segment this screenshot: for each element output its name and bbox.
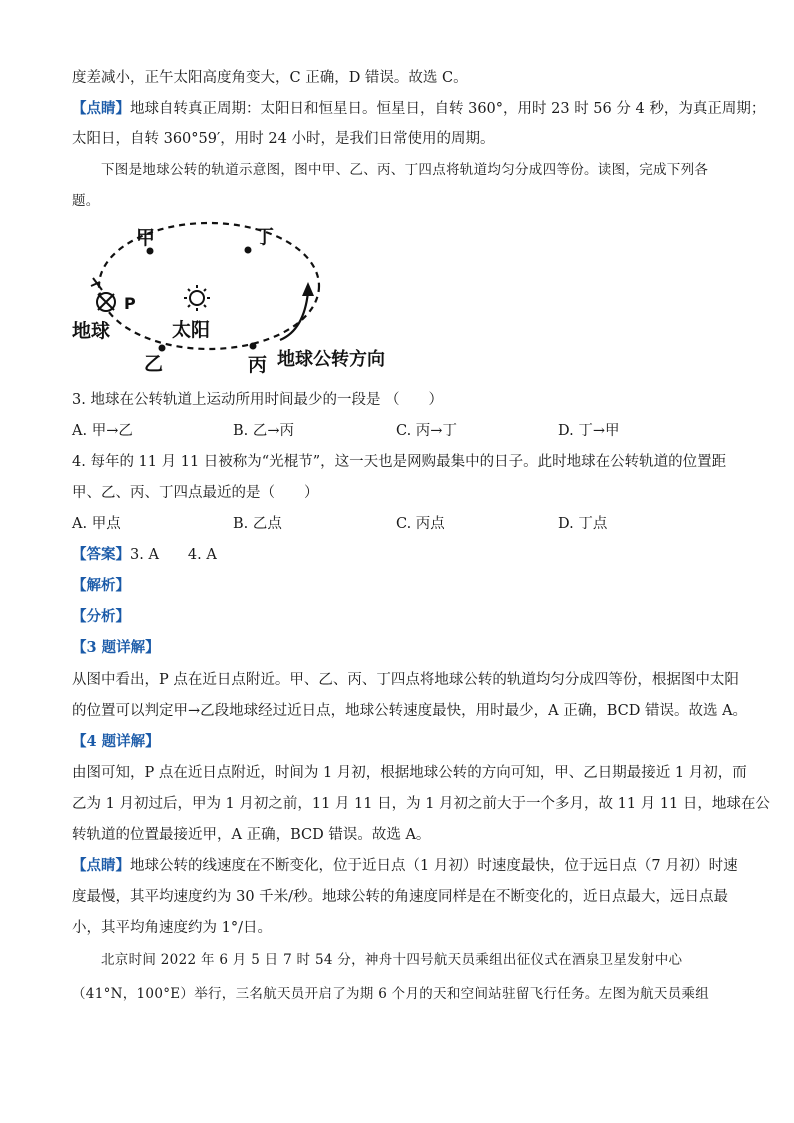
- sun-icon: [184, 285, 210, 311]
- q4-detail-line-3: 转轨道的位置最接近甲，A 正确，BCD 错误。故选 A。: [72, 827, 431, 843]
- label-yi: 乙: [144, 353, 164, 375]
- answer-line: [72, 545, 217, 565]
- answer-text: 3. A 4. A: [130, 547, 217, 563]
- answer-tag: 【答案】: [72, 546, 130, 563]
- label-direction: 地球公转方向: [277, 349, 385, 370]
- q4-option-d[interactable]: D. 丁点: [558, 516, 608, 532]
- label-sun: 太阳: [172, 319, 211, 341]
- label-p: P: [124, 294, 136, 313]
- q4-option-a[interactable]: A. 甲点: [72, 516, 121, 532]
- q3-detail-tag: 【3 题详解】: [72, 639, 160, 656]
- tip2-line-3: 小，其平均角速度约为 1°/日。: [72, 920, 272, 936]
- point-yi: [159, 345, 166, 352]
- q4-detail-line-2: 乙为 1 月初过后，甲为 1 月初之前，11 月 11 日，为 1 月初之前大于一个多月，故 11 月 11 日，地球在公: [72, 796, 770, 812]
- intro-line-2: 题。: [72, 193, 100, 209]
- label-bing: 丙: [248, 354, 268, 376]
- next-intro-line-1: 北京时间 2022 年 6 月 5 日 7 时 54 分，神舟十四号航天员乘组出征仪式在酒泉卫星发射中心: [101, 952, 683, 968]
- q3-option-c[interactable]: C. 丙→丁: [396, 423, 457, 439]
- point-ding: [245, 247, 252, 254]
- q3-detail-line-1: 从图中看出，P 点在近日点附近。甲、乙、丙、丁四点将地球公转的轨道均匀分成四等份，根据图中太阳: [72, 672, 739, 688]
- tip-tag: 【点睛】: [72, 100, 130, 117]
- label-ding: 丁: [255, 226, 275, 248]
- q3-option-a[interactable]: A. 甲→乙: [72, 423, 133, 439]
- q4-stem-2: 甲、乙、丙、丁四点最近的是（ ）: [72, 485, 319, 501]
- tip2-line-2: 度最慢，其平均速度约为 30 千米/秒。地球公转的角速度同样是在不断变化的，近日点最大，远日点最: [72, 889, 729, 905]
- arrowhead-icon: [302, 282, 314, 296]
- tip2-text: 地球公转的线速度在不断变化，位于近日点（1 月初）时速度最快，位于远日点（7 月初）时速: [130, 858, 738, 874]
- fenxi-tag: 【分析】: [72, 608, 130, 625]
- q4-detail-line-1: 由图可知，P 点在近日点附近，时间为 1 月初，根据地球公转的方向可知，甲、乙日期最接近 1 月初，而: [72, 765, 747, 781]
- q4-option-c[interactable]: C. 丙点: [396, 516, 445, 532]
- q4-option-b[interactable]: B. 乙点: [233, 516, 282, 532]
- tip-text: 地球自转真正周期：太阳日和恒星日。恒星日，自转 360°，用时 23 时 56 分 4 秒，为真正周期；: [130, 101, 766, 117]
- earth-icon: [91, 278, 115, 311]
- q4-detail-tag: 【4 题详解】: [72, 733, 160, 750]
- analysis-tag: 【解析】: [72, 577, 130, 594]
- orbit-diagram: [66, 220, 426, 380]
- q3-stem: 3. 地球在公转轨道上运动所用时间最少的一段是 （ ）: [72, 392, 444, 408]
- q3-option-b[interactable]: B. 乙→丙: [233, 423, 295, 439]
- tip-line-1: [72, 99, 765, 119]
- intro-line-1: 下图是地球公转的轨道示意图，图中甲、乙、丙、丁四点将轨道均匀分成四等份。读图，完成下列各: [101, 162, 709, 178]
- label-earth: 地球: [72, 320, 111, 342]
- label-jia: 甲: [136, 227, 156, 249]
- point-bing: [250, 343, 257, 350]
- tip-line-2: 太阳日，自转 360°59′，用时 24 小时，是我们日常使用的周期。: [72, 131, 495, 147]
- tip2-tag: 【点睛】: [72, 857, 130, 874]
- line-1: 度差减小，正午太阳高度角变大，C 正确，D 错误。故选 C。: [72, 70, 468, 86]
- q3-detail-line-2: 的位置可以判定甲→乙段地球经过近日点，地球公转速度最快，用时最少，A 正确，BCD 错误。故选 A。: [72, 703, 748, 719]
- q4-stem-1: 4. 每年的 11 月 11 日被称为“光棍节”，这一天也是网购最集中的日子。此时地球在公转轨道的位置距: [72, 454, 727, 470]
- tip2-line-1: [72, 856, 738, 876]
- next-intro-line-2: （41°N，100°E）举行，三名航天员开启了为期 6 个月的天和空间站驻留飞行任务。左图为航天员乘组: [72, 986, 710, 1002]
- q3-option-d[interactable]: D. 丁→甲: [558, 423, 620, 439]
